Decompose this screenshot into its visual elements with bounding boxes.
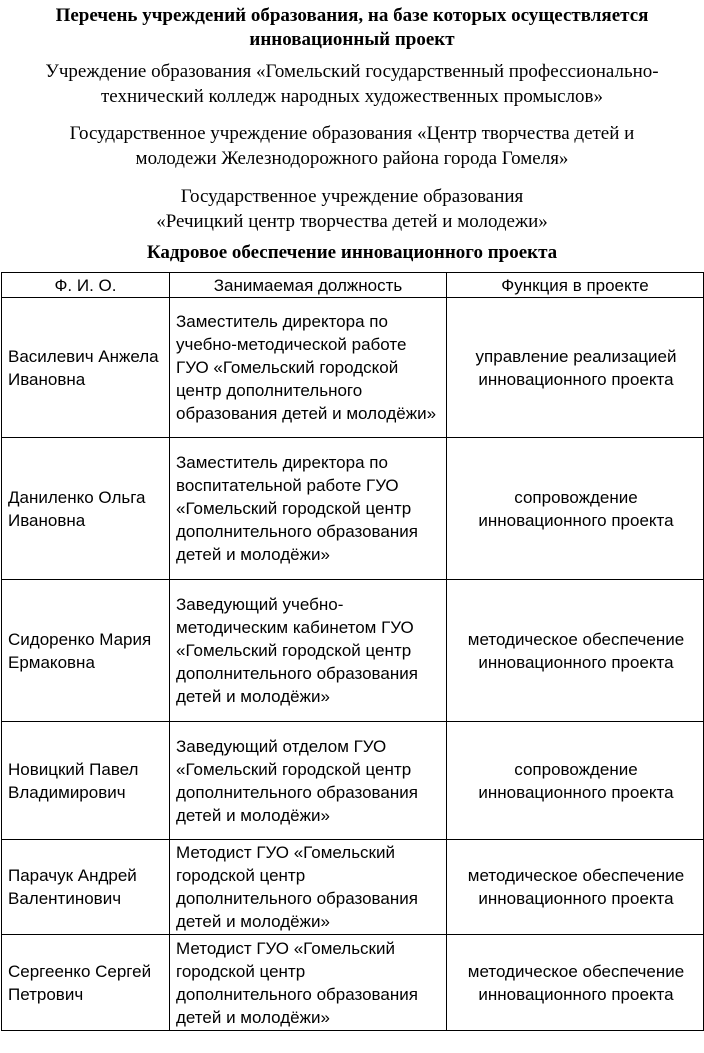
cell-position: Методист ГУО «Гомельский городской центр дополнительного образования детей и молодёжи» [170, 840, 447, 935]
cell-name: Парачук Андрей Валентинович [2, 840, 170, 935]
cell-name: Сидоренко Мария Ермаковна [2, 580, 170, 722]
cell-function: сопровождение инновационного проекта [447, 722, 704, 840]
cell-name: Новицкий Павел Владимирович [2, 722, 170, 840]
institution-2: Государственное учреждение образования «Центр творчества детей и молодежи Железнодорожного района города Гомеля» [69, 123, 635, 169]
cell-position: Заместитель директора по воспитательной работе ГУО «Гомельский городской центр дополнительного образования детей и молодёжи» [170, 438, 447, 580]
table-header-row [2, 273, 704, 298]
header-name: Ф. И. О. [2, 273, 170, 298]
staff-section-title: Кадровое обеспечение инновационного проекта [146, 242, 558, 263]
table-row [2, 580, 704, 722]
cell-function: управление реализацией инновационного проекта [447, 298, 704, 438]
cell-position: Заведующий отделом ГУО «Гомельский городской центр дополнительного образования детей и молодёжи» [170, 722, 447, 840]
table-row [2, 298, 704, 438]
cell-position: Заместитель директора по учебно-методической работе ГУО «Гомельский городской центр дополнительного образования детей и молодёжи» [170, 298, 447, 438]
header-function: Функция в проекте [447, 273, 704, 298]
staff-table [1, 272, 704, 1031]
header-position: Занимаемая должность [170, 273, 447, 298]
cell-name: Василевич Анжела Ивановна [2, 298, 170, 438]
cell-name: Сергеенко Сергей Петрович [2, 935, 170, 1031]
table-row [2, 722, 704, 840]
cell-function: методическое обеспечение инновационного проекта [447, 935, 704, 1031]
page-title: Перечень учреждений образования, на базе которых осуществляется инновационный проект [55, 5, 649, 50]
cell-position: Заведующий учебно-методическим кабинетом ГУО «Гомельский городской центр дополнительного образования детей и молодёжи» [170, 580, 447, 722]
cell-function: сопровождение инновационного проекта [447, 438, 704, 580]
institution-3: Государственное учреждение образования «Речицкий центр творчества детей и молодежи» [156, 186, 548, 232]
cell-name: Даниленко Ольга Ивановна [2, 438, 170, 580]
cell-function: методическое обеспечение инновационного проекта [447, 840, 704, 935]
table-row [2, 935, 704, 1031]
table-row [2, 438, 704, 580]
cell-position: Методист ГУО «Гомельский городской центр дополнительного образования детей и молодёжи» [170, 935, 447, 1031]
table-row [2, 840, 704, 935]
institution-1: Учреждение образования «Гомельский государственный профессионально-технический колледж народных художественных промыслов» [45, 61, 659, 107]
cell-function: методическое обеспечение инновационного проекта [447, 580, 704, 722]
